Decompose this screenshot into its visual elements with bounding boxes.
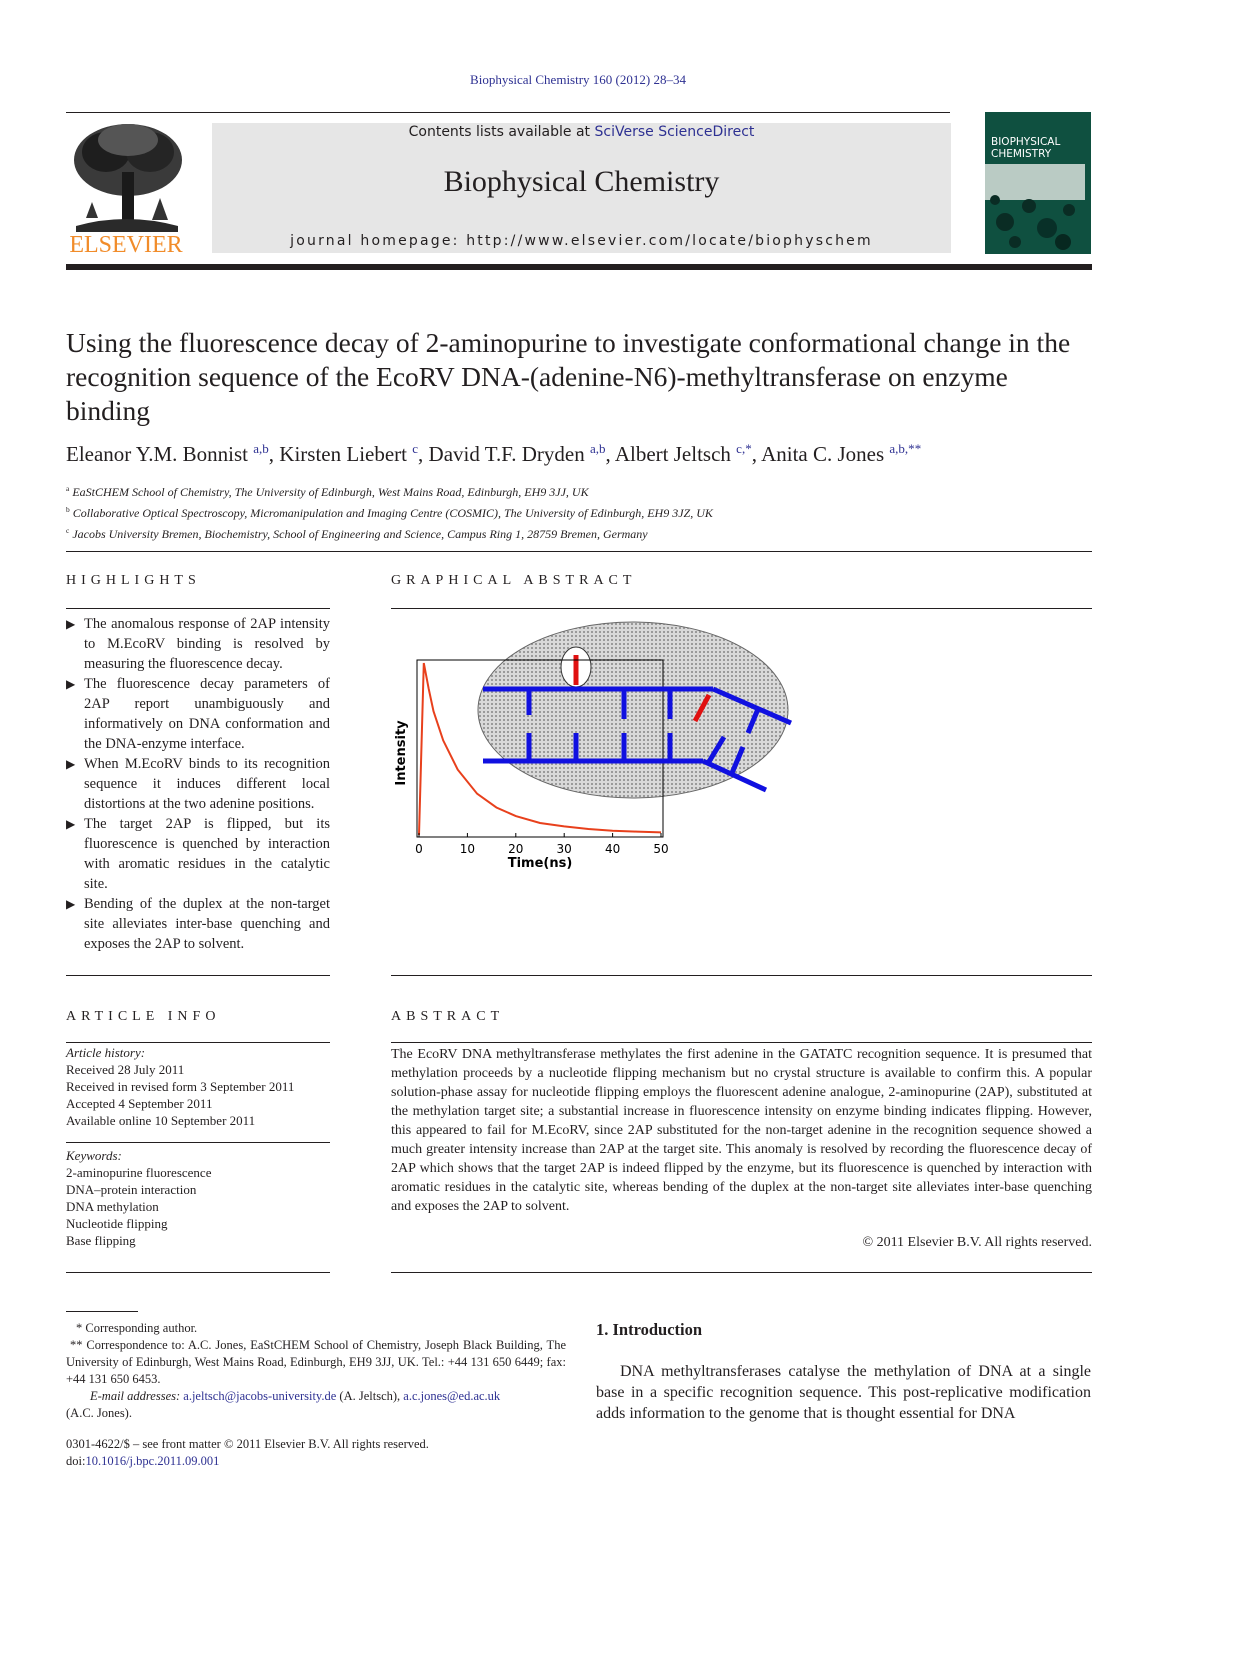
keywords-label: Keywords:	[66, 1148, 122, 1163]
keywords	[66, 1147, 330, 1249]
y-axis-label: Intensity	[394, 720, 409, 786]
article-info-heading: ARTICLE INFO	[66, 1009, 221, 1024]
abstract-rule	[391, 1042, 1092, 1043]
article-history	[66, 1044, 330, 1129]
doi-link[interactable]: 10.1016/j.bpc.2011.09.001	[85, 1454, 220, 1468]
highlight-item: ▶ The target 2AP is flipped, but its fluorescence is quenched by interaction with aromatic residues in the catalytic site.	[66, 814, 330, 894]
elsevier-tree-icon	[66, 122, 186, 234]
history-item: Available online 10 September 2011	[66, 1113, 256, 1128]
keyword: DNA methylation	[66, 1199, 159, 1214]
highlights-bottom-rule	[66, 975, 330, 976]
author: Kirsten Liebert $^c$	[279, 441, 419, 466]
abstract-heading: ABSTRACT	[391, 1009, 505, 1024]
history-item: Received in revised form 3 September 2011	[66, 1079, 295, 1094]
x-tick-label: 20	[508, 842, 524, 856]
author: Albert Jeltsch $^{c,*}$	[614, 441, 752, 466]
email-link[interactable]: a.c.jones@ed.ac.uk	[403, 1389, 501, 1403]
affiliation: $^c$ Jacobs University Bremen, Biochemistry, School of Engineering and Science, Campus Ring 1, 28759 Bremen, Germany	[66, 526, 648, 541]
abstract-bottom-rule	[391, 1272, 1092, 1273]
graphical-abstract-figure	[391, 615, 811, 877]
history-label: Article history:	[66, 1045, 146, 1060]
x-tick-label: 40	[604, 842, 621, 856]
graphical-abstract-bottom-rule	[391, 975, 1092, 976]
x-tick-label: 10	[459, 842, 476, 856]
highlight-item: ▶ The anomalous response of 2AP intensity to M.EcoRV binding is resolved by measuring the fluorescence decay.	[66, 614, 330, 674]
article-title: Using the fluorescence decay of 2-aminopurine to investigate conformational change in the recognition sequence of the EcoRV DNA-(adenine-N6)-methyltransferase on enzyme binding	[66, 327, 1071, 426]
elsevier-wordmark: ELSEVIER	[69, 232, 183, 258]
contents-line: Contents lists available at SciVerse ScienceDirect	[408, 124, 755, 140]
author: David T.F. Dryden $^{a,b}$	[428, 441, 606, 466]
enzyme-shape	[478, 622, 788, 798]
correspondence-note: ** Correspondence to: A.C. Jones, EaStCHEM School of Chemistry, Joseph Black Building, The University of Edinburgh, West Mains Road, Edinburgh, EH9 3JJ, UK. Tel.: +44 131 650 6449; fax: +44 131 650 6453.	[66, 1338, 566, 1386]
keyword: 2-aminopurine fluorescence	[66, 1165, 212, 1180]
introduction-heading: 1. Introduction	[596, 1320, 703, 1339]
x-tick-label: 30	[556, 842, 572, 856]
highlights-rule	[66, 608, 330, 609]
footnotes	[66, 1320, 566, 1470]
sciencedirect-link[interactable]: SciVerse ScienceDirect	[594, 124, 755, 140]
section-rule	[66, 551, 1092, 552]
header-top-rule	[66, 112, 950, 113]
footnote-rule	[66, 1311, 138, 1312]
keyword: Nucleotide flipping	[66, 1216, 168, 1231]
affiliations	[66, 480, 1096, 543]
keyword: Base flipping	[66, 1233, 136, 1248]
x-tick-label: 0	[415, 842, 423, 856]
author: Eleanor Y.M. Bonnist $^{a,b}$	[66, 441, 269, 466]
email-owner: (A.C. Jones).	[66, 1406, 132, 1420]
cover-title: BIOPHYSICAL CHEMISTRY	[991, 136, 1061, 160]
highlights-list	[66, 614, 330, 954]
highlight-item: ▶ Bending of the duplex at the non-target site alleviates inter-base quenching and exposes the 2AP to solvent.	[66, 894, 330, 954]
x-tick-label: 50	[653, 842, 669, 856]
article-info-bottom-rule	[66, 1272, 330, 1273]
highlight-item: ▶ The fluorescence decay parameters of 2AP report unambiguously and informatively on DNA conformation and the DNA-enzyme interface.	[66, 674, 330, 754]
email-link[interactable]: a.jeltsch@jacobs-university.de	[183, 1389, 337, 1403]
copyright: © 2011 Elsevier B.V. All rights reserved.	[862, 1235, 1092, 1250]
affiliation: $^b$ Collaborative Optical Spectroscopy, Micromanipulation and Imaging Centre (COSMIC), The University of Edinburgh, EH9 3JZ, UK	[66, 505, 713, 520]
front-matter: 0301-4622/$ – see front matter © 2011 Elsevier B.V. All rights reserved.	[66, 1437, 429, 1451]
corresponding-author-note: * Corresponding author.	[76, 1321, 198, 1335]
highlights-heading: HIGHLIGHTS	[66, 573, 201, 588]
keyword: DNA–protein interaction	[66, 1182, 197, 1197]
affiliation: $^a$ EaStCHEM School of Chemistry, The University of Edinburgh, West Mains Road, Edinburgh, EH9 3JJ, UK	[66, 484, 589, 499]
highlight-item: ▶ When M.EcoRV binds to its recognition sequence it induces different local distortions at the two adenine positions.	[66, 754, 330, 814]
abstract-text: The EcoRV DNA methyltransferase methylates the first adenine in the GATATC recognition sequence. It is presumed that methylation proceeds by a nucleotide flipping mechanism but no crystal structure is available to confirm this. A popular solution-phase assay for nucleotide flipping employs the fluorescent adenine analogue, 2-aminopurine (2AP), substituted at the methylation target site; a substantial increase in fluorescence intensity on enzyme binding indicates flipping. However, this appeared to fail for M.EcoRV, since 2AP substituted for the non-target adenine in the recognition sequence showed a much greater intensity increase than 2AP at the target site. This anomaly is resolved by recording the fluorescence decay of 2AP which shows that the target 2AP is indeed flipped by the enzyme, but its fluorescence is quenched by interaction with aromatic residues in the catalytic site, whereas bending of the duplex at the non-target site alleviates inter-base quenching and exposes the 2AP to solvent.	[391, 1047, 1092, 1214]
keywords-rule	[66, 1142, 330, 1143]
doi-line: doi:10.1016/j.bpc.2011.09.001	[66, 1454, 220, 1468]
author-list: Eleanor Y.M. Bonnist $^{a,b}$, Kirsten Liebert $^c$, David T.F. Dryden $^{a,b}$, Albert Jeltsch $^{c,*}$, Anita C. Jones $^{a,b,**}$	[66, 441, 922, 466]
history-item: Accepted 4 September 2011	[66, 1096, 213, 1111]
graphical-abstract-rule	[391, 608, 1092, 609]
history-item: Received 28 July 2011	[66, 1062, 185, 1077]
introduction-text: DNA methyltransferases catalyse the methylation of DNA at a single base in a specific recognition sequence. This post-replicative modification adds information to the genome that is thought essential for DNA	[596, 1363, 1091, 1422]
journal-cover-thumbnail[interactable]	[985, 112, 1091, 254]
journal-homepage-link[interactable]: journal homepage: http://www.elsevier.com/locate/biophyschem	[290, 233, 873, 249]
journal-reference[interactable]: Biophysical Chemistry 160 (2012) 28–34	[470, 72, 686, 87]
article-info-rule	[66, 1042, 330, 1043]
cover-spheres-icon	[985, 172, 1091, 254]
header-thick-rule	[66, 264, 1092, 270]
graphical-abstract-heading: GRAPHICAL ABSTRACT	[391, 573, 637, 588]
x-axis-label: Time(ns)	[507, 856, 573, 871]
journal-title: Biophysical Chemistry	[443, 165, 720, 198]
email-line: E-mail addresses: a.jeltsch@jacobs-university.de (A. Jeltsch), a.c.jones@ed.ac.uk	[90, 1389, 501, 1403]
author: Anita C. Jones $^{a,b,**}$	[761, 441, 922, 466]
journal-masthead	[212, 123, 951, 253]
elsevier-logo[interactable]	[66, 122, 186, 262]
